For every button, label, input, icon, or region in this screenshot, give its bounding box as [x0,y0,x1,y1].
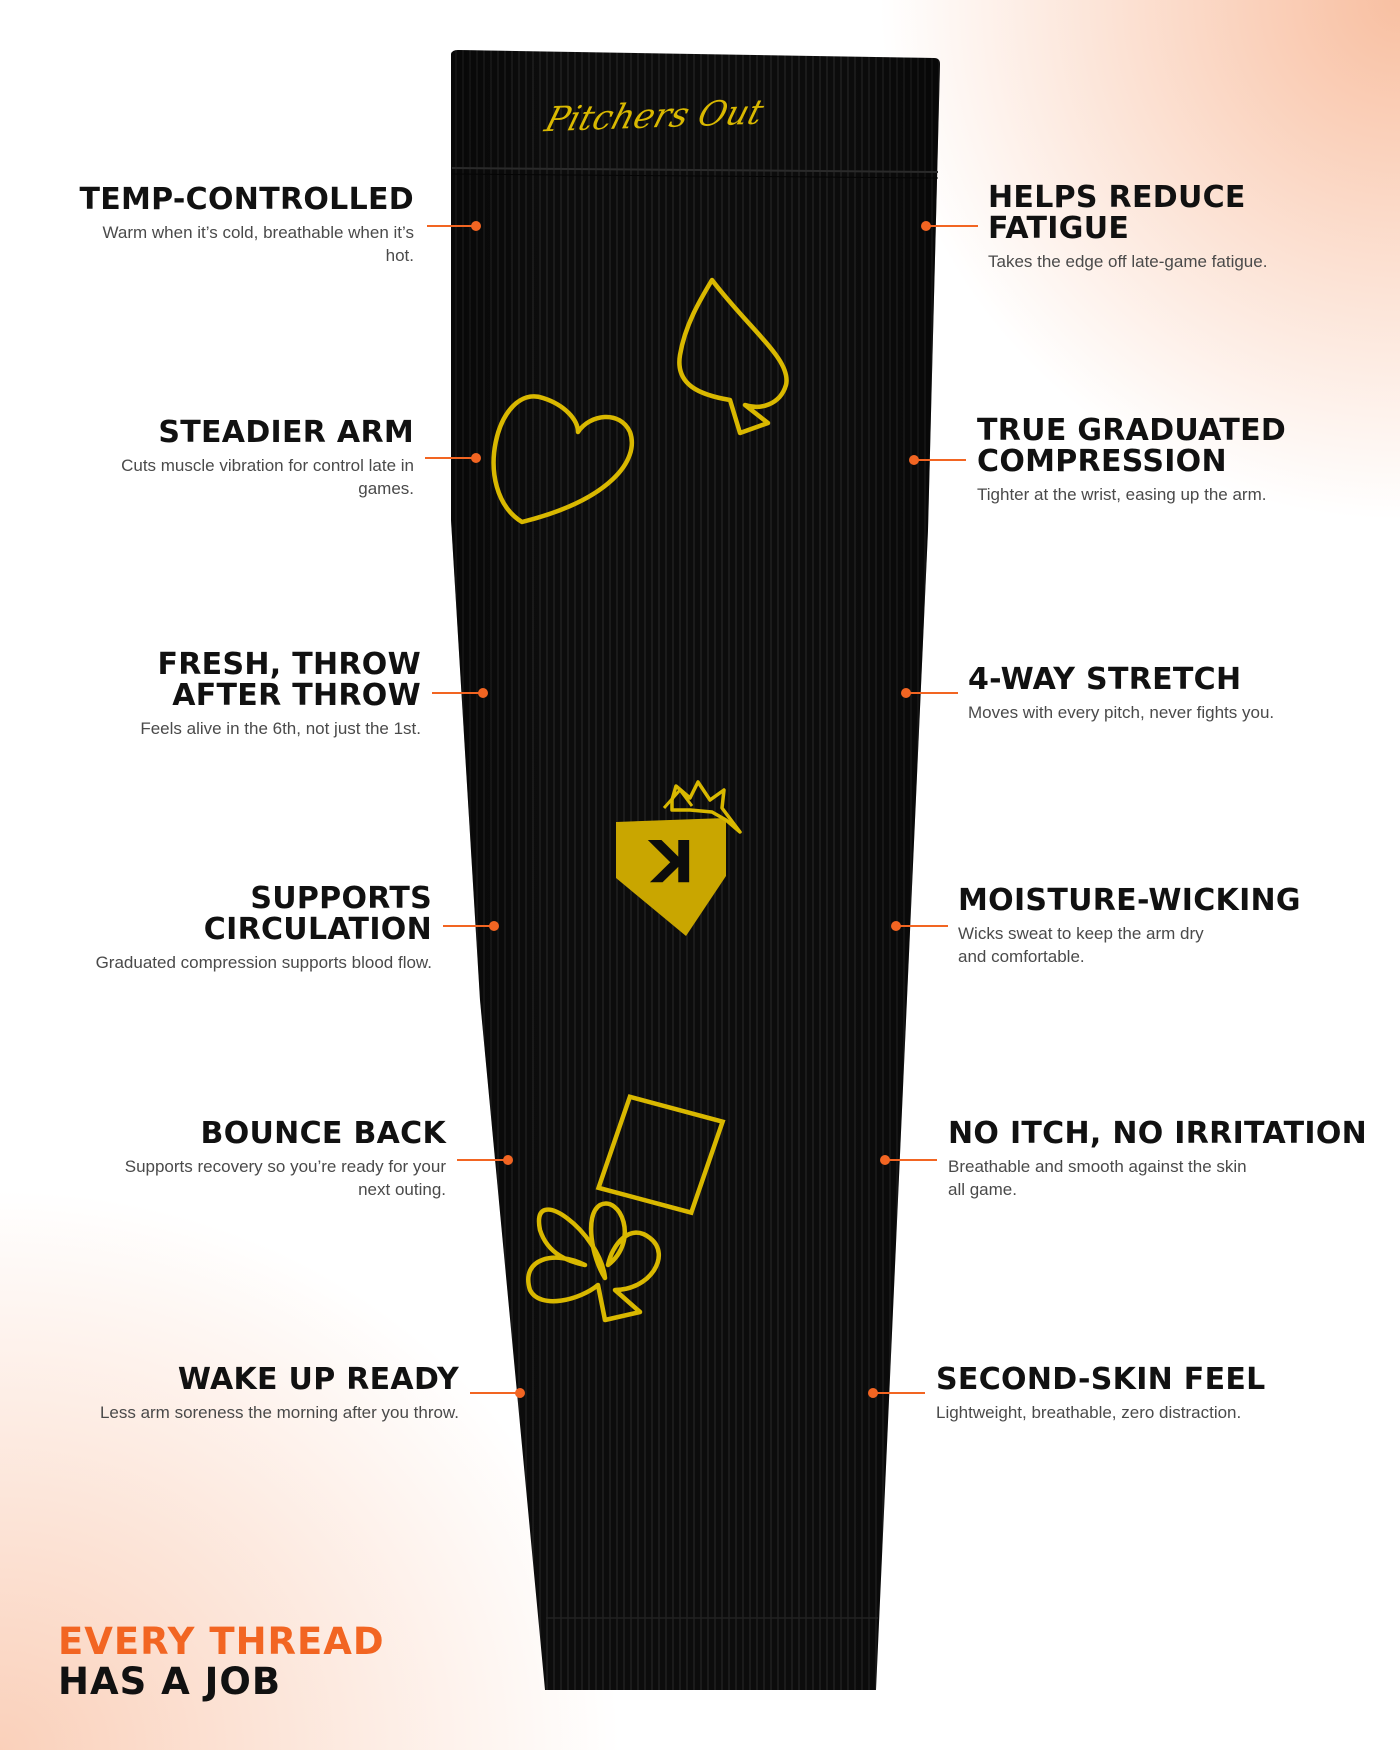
feature-desc: Warm when it’s cold, breathable when it’s hot. [102,223,414,265]
feature-desc: Lightweight, breathable, zero distraction. [936,1403,1242,1422]
feature-wake-up-ready [0,1364,459,1424]
feature-title: WAKE UP READY [177,1362,459,1397]
feature-desc: Less arm soreness the morning after you throw. [99,1403,459,1422]
feature-title: BOUNCE BACK [200,1116,446,1151]
feature-steadier-arm [0,417,414,500]
feature-title: MOISTURE-WICKING [958,883,1301,918]
feature-desc: Supports recovery so you’re ready for your next outing. [124,1157,446,1199]
feature-title: STEADIER ARM [158,415,414,450]
tagline-line-2: HAS A JOB [58,1660,282,1703]
script-logo: Pitchers Out [540,93,768,141]
feature-true-graduated-compression [977,415,1357,506]
feature-desc: Cuts muscle vibration for control late in games. [121,456,414,498]
feature-fresh-throw [0,649,421,740]
feature-title: TEMP-CONTROLLED [79,182,414,217]
feature-title: FRESH, THROW AFTER THROW [157,647,421,713]
feature-desc: Feels alive in the 6th, not just the 1st. [140,719,421,738]
feature-desc: Moves with every pitch, never fights you. [968,703,1275,722]
feature-temp-controlled [0,184,414,267]
feature-desc: Graduated compression supports blood flow. [95,953,432,972]
feature-4-way-stretch [968,664,1368,724]
feature-helps-reduce-fatigue [988,182,1348,273]
feature-moisture-wicking [958,885,1358,968]
feature-title: HELPS REDUCE FATIGUE [988,180,1246,246]
feature-title: TRUE GRADUATED COMPRESSION [977,413,1287,479]
emblem-letter: K [649,826,695,894]
tagline-line-1: EVERY THREAD [58,1620,385,1663]
feature-bounce-back [0,1118,446,1201]
feature-desc: Tighter at the wrist, easing up the arm. [977,485,1267,504]
feature-desc: Breathable and smooth against the skin all game. [948,1157,1247,1199]
feature-supports-circulation [0,883,432,974]
feature-desc: Wicks sweat to keep the arm dry and comfortable. [958,924,1204,966]
feature-no-itch [948,1118,1368,1201]
feature-desc: Takes the edge off late-game fatigue. [988,252,1268,271]
feature-second-skin-feel [936,1364,1356,1424]
feature-title: SECOND-SKIN FEEL [936,1362,1266,1397]
feature-title: NO ITCH, NO IRRITATION [948,1116,1368,1151]
feature-title: SUPPORTS CIRCULATION [203,881,432,947]
feature-title: 4-WAY STRETCH [968,662,1242,697]
tagline [58,1622,385,1702]
